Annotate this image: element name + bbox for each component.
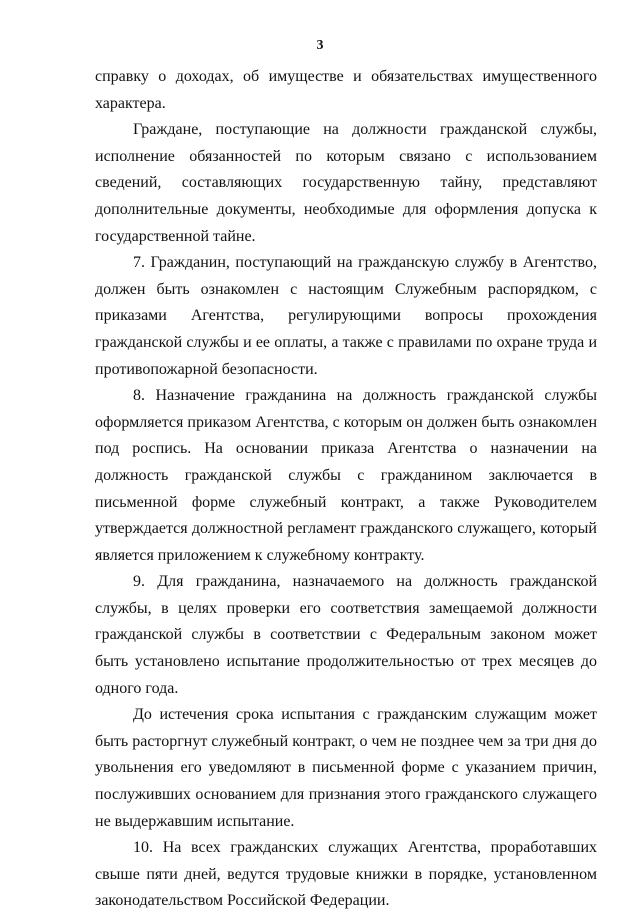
paragraph: справку о доходах, об имуществе и обязательствах имущественного характера.: [95, 68, 597, 112]
page-number: 3: [316, 38, 324, 53]
document-body: [95, 64, 597, 915]
paragraph: 7. Гражданин, поступающий на гражданскую службу в Агентство, должен быть ознакомлен с настоящим Служебным распорядком, с приказами Агентства, регулирующими вопросы прохождения гражданской службы и ее оплаты, а также с правилами по охране труда и противопожарной безопасности.: [95, 254, 597, 378]
paragraph: 9. Для гражданина, назначаемого на должность гражданской службы, в целях проверки его соответствия замещаемой должности гражданской службы в соответствии с Федеральным законом может быть установлено испытание продолжительностью от трех месяцев до одного года.: [95, 573, 597, 697]
paragraph: 10. На всех гражданских служащих Агентства, проработавших свыше пяти дней, ведутся трудовые книжки в порядке, установленном законодательством Российской Федерации.: [95, 839, 597, 910]
paragraph: До истечения срока испытания с гражданским служащим может быть расторгнут служебный контракт, о чем не позднее чем за три дня до увольнения его уведомляют в письменной форме с указанием причин, послуживших основанием для признания этого гражданского служащего не выдержавшим испытание.: [95, 706, 597, 830]
paragraph: Граждане, поступающие на должности гражданской службы, исполнение обязанностей по которым связано с использованием сведений, составляющих государственную тайну, представляют дополнительные документы, необходимые для оформления допуска к государственной тайне.: [95, 121, 597, 245]
paragraph: 8. Назначение гражданина на должность гражданской службы оформляется приказом Агентства, с которым он должен быть ознакомлен под роспись. На основании приказа Агентства о назначении на должность гражданской службы с гражданином заключается в письменной форме служебный контракт, а также Руководителем утверждается должностной регламент гражданского служащего, который является приложением к служебному контракту.: [95, 387, 597, 564]
